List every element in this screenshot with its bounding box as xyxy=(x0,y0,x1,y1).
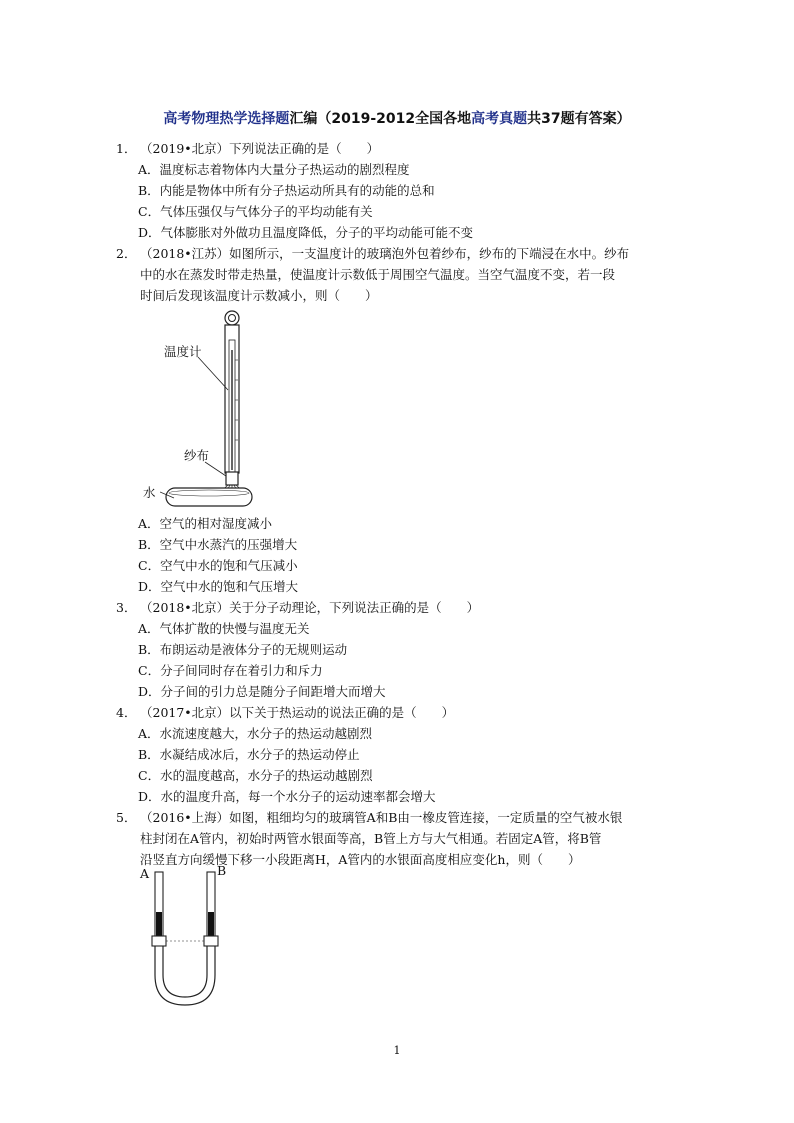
question-stem-line-2: 柱封闭在A管内，初始时两管水银面等高，B管上方与大气相通。若固定A管，将B管 xyxy=(140,831,602,846)
question-stem-line-3: 沿竖直方向缓慢下移一小段距离H，A管内的水银面高度相应变化h，则（ ） xyxy=(140,852,581,867)
q4-option-a: A．水流速度越大，水分子的热运动越剧烈 xyxy=(138,726,373,741)
q3-option-d: D．分子间的引力总是随分子间距增大而增大 xyxy=(138,684,386,699)
q3-option-a: A．气体扩散的快慢与温度无关 xyxy=(138,621,310,636)
title-part-3: 汇编（2019-2012全国各地 xyxy=(289,111,472,127)
question-stem: （2018•北京）关于分子动理论，下列说法正确的是（ ） xyxy=(140,600,480,615)
question-stem: （2019•北京）下列说法正确的是（ ） xyxy=(140,141,380,156)
question-number: 5． xyxy=(116,810,137,825)
question-number: 3． xyxy=(116,600,137,615)
q1-option-d: D．气体膨胀对外做功且温度降低，分子的平均动能可能不变 xyxy=(138,225,474,240)
page-number: 1 xyxy=(393,1044,401,1057)
gauze-label: 纱布 xyxy=(184,448,210,463)
question-stem-line-1: （2018•江苏）如图所示，一支温度计的玻璃泡外包着纱布，纱布的下端浸在水中。纱布 xyxy=(140,246,630,261)
title-part-1: 高考物理 xyxy=(163,111,220,127)
q3-option-c: C．分子间同时存在着引力和斥力 xyxy=(138,663,323,678)
title-part-2: 热学选择题 xyxy=(219,111,290,127)
q1-option-a: A．温度标志着物体内大量分子热运动的剧烈程度 xyxy=(138,162,410,177)
q4-option-c: C．水的温度越高，水分子的热运动越剧烈 xyxy=(138,768,373,783)
question-5 xyxy=(116,807,676,828)
q2-option-d: D．空气中水的饱和气压增大 xyxy=(138,579,299,594)
question-stem-line-3: 时间后发现该温度计示数减小，则（ ） xyxy=(140,288,378,303)
title-part-5: 共37题有答案） xyxy=(527,111,631,127)
question-number: 1． xyxy=(116,141,137,156)
thermometer-figure xyxy=(160,310,300,510)
q2-option-a: A．空气的相对湿度减小 xyxy=(138,516,273,531)
q2-option-b: B．空气中水蒸汽的压强增大 xyxy=(138,537,298,552)
title-part-4: 高考真题 xyxy=(471,111,528,127)
question-2 xyxy=(116,243,676,264)
tube-b-label: B xyxy=(217,863,227,878)
question-stem: （2017•北京）以下关于热运动的说法正确的是（ ） xyxy=(140,705,455,720)
question-3 xyxy=(116,597,676,618)
question-stem-line-2: 中的水在蒸发时带走热量，使温度计示数低于周围空气温度。当空气温度不变，若一段 xyxy=(140,267,616,282)
u-tube-figure xyxy=(145,870,235,1020)
q4-option-b: B．水凝结成冰后，水分子的热运动停止 xyxy=(138,747,360,762)
question-4 xyxy=(116,702,676,723)
q1-option-b: B．内能是物体中所有分子热运动所具有的动能的总和 xyxy=(138,183,435,198)
q2-option-c: C．空气中水的饱和气压减小 xyxy=(138,558,298,573)
thermometer-label: 温度计 xyxy=(164,344,202,359)
q3-option-b: B．布朗运动是液体分子的无规则运动 xyxy=(138,642,348,657)
question-stem-line-1: （2016•上海）如图，粗细均匀的玻璃管A和B由一橡皮管连接，一定质量的空气被水银 xyxy=(140,810,623,825)
q1-option-c: C．气体压强仅与气体分子的平均动能有关 xyxy=(138,204,373,219)
document-title xyxy=(0,108,794,128)
question-1 xyxy=(116,138,676,159)
water-label: 水 xyxy=(143,485,156,500)
question-number: 2． xyxy=(116,246,137,261)
tube-a-label: A xyxy=(140,866,150,881)
question-number: 4． xyxy=(116,705,137,720)
q4-option-d: D．水的温度升高，每一个水分子的运动速率都会增大 xyxy=(138,789,436,804)
